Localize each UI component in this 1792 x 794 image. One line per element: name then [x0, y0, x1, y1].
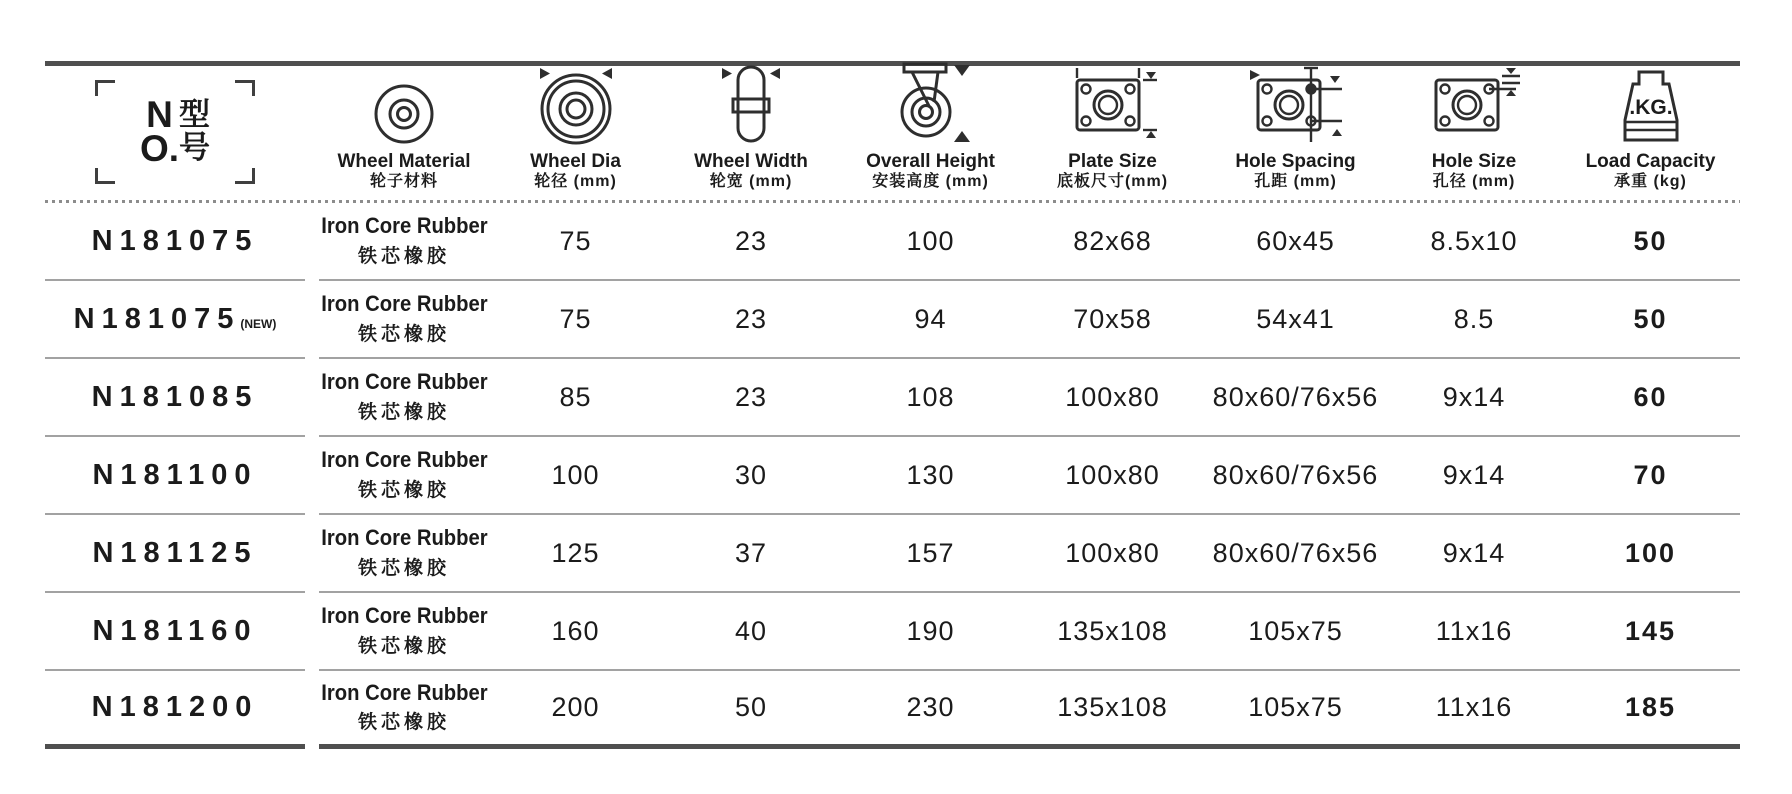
header-overall-height: Overall Height 安装高度 (mm) — [840, 66, 1021, 198]
load-capacity-cell: 50 — [1633, 225, 1668, 256]
load-capacity-cell: 50 — [1633, 303, 1668, 334]
plate-size-cell: 135x108 — [1057, 615, 1168, 646]
wheel-material-icon — [372, 82, 436, 146]
load-capacity-cell: 70 — [1633, 459, 1668, 490]
hole-spacing-cell: 80x60/76x56 — [1212, 537, 1379, 568]
header-wheel-dia: Wheel Dia 轮径 (mm) — [489, 66, 662, 198]
wheel-width-cell: 23 — [734, 225, 768, 256]
material-cell: Iron Core Rubber 铁芯橡胶 — [320, 213, 488, 267]
model-header-latin-bottom: O. — [139, 128, 180, 169]
wheel-dia-cell: 100 — [551, 459, 600, 490]
plate-size-cell: 70x58 — [1073, 303, 1152, 334]
model-number-frame — [95, 80, 255, 184]
material-cell: Iron Core Rubber 铁芯橡胶 — [320, 525, 488, 579]
kg-icon-label: .KG. — [1628, 95, 1673, 119]
model-cell: N181085 — [45, 359, 305, 437]
model-header-zh-top: 型 — [179, 97, 211, 133]
overall-height-cell: 190 — [906, 615, 955, 646]
model-cell: N181125 — [45, 515, 305, 593]
material-cell: Iron Core Rubber 铁芯橡胶 — [320, 369, 488, 423]
load-capacity-icon — [1608, 66, 1694, 146]
table-row — [45, 281, 1740, 359]
wheel-dia-cell: 160 — [551, 615, 600, 646]
plate-size-cell: 135x108 — [1057, 692, 1168, 722]
wheel-diameter-icon — [528, 64, 624, 146]
overall-height-icon — [884, 58, 978, 146]
hole-spacing-cell: 60x45 — [1256, 225, 1335, 256]
model-cell: N181075 (NEW) — [45, 281, 305, 359]
header-hole-spacing: Hole Spacing 孔距 (mm) — [1204, 66, 1387, 198]
hole-spacing-cell: 105x75 — [1248, 692, 1343, 722]
hole-size-cell: 9x14 — [1442, 381, 1506, 412]
header-load-capacity: .KG. Load Capacity 承重 (kg) — [1561, 66, 1740, 198]
table-row — [45, 437, 1740, 515]
plate-size-cell: 100x80 — [1065, 381, 1160, 412]
hole-spacing-cell: 80x60/76x56 — [1212, 381, 1379, 412]
table-header-row — [45, 66, 1740, 198]
table-row — [45, 203, 1740, 281]
model-cell: N181160 — [45, 593, 305, 671]
load-capacity-cell: 185 — [1624, 692, 1677, 722]
hole-spacing-cell: 80x60/76x56 — [1212, 459, 1379, 490]
material-cell: Iron Core Rubber 铁芯橡胶 — [320, 603, 488, 657]
model-cell: N181200 — [45, 671, 305, 749]
wheel-width-cell: 37 — [734, 537, 768, 568]
plate-size-cell: 82x68 — [1073, 225, 1152, 256]
wheel-dia-cell: 125 — [551, 537, 600, 568]
plate-size-cell: 100x80 — [1065, 459, 1160, 490]
overall-height-cell: 130 — [906, 459, 955, 490]
overall-height-cell: 94 — [914, 303, 947, 334]
model-header-latin-top: N — [146, 93, 173, 135]
material-cell: Iron Core Rubber 铁芯橡胶 — [320, 447, 488, 501]
caster-spec-table — [45, 61, 1740, 749]
hole-size-cell: 9x14 — [1442, 537, 1506, 568]
table-row — [45, 593, 1740, 671]
wheel-width-cell: 40 — [734, 615, 768, 646]
load-capacity-cell: 60 — [1633, 381, 1668, 412]
table-row — [45, 671, 1740, 749]
hole-size-cell: 8.5 — [1453, 303, 1495, 334]
wheel-dia-cell: 200 — [551, 692, 600, 722]
load-capacity-cell: 145 — [1624, 615, 1677, 646]
plate-size-cell: 100x80 — [1065, 537, 1160, 568]
overall-height-cell: 230 — [906, 692, 955, 722]
hole-spacing-cell: 54x41 — [1256, 303, 1335, 334]
model-cell: N181100 — [45, 437, 305, 515]
hole-size-cell: 11x16 — [1435, 692, 1513, 722]
wheel-width-cell: 30 — [734, 459, 768, 490]
wheel-dia-cell: 75 — [559, 303, 592, 334]
model-header-zh-bottom: 号 — [179, 130, 211, 165]
plate-size-icon — [1063, 66, 1163, 146]
table-row — [45, 515, 1740, 593]
overall-height-cell: 100 — [906, 225, 955, 256]
header-wheel-width: Wheel Width 轮宽 (mm) — [662, 66, 840, 198]
wheel-width-cell: 23 — [734, 303, 768, 334]
hole-size-cell: 8.5x10 — [1430, 225, 1518, 256]
load-capacity-cell: 100 — [1624, 537, 1677, 568]
overall-height-cell: 157 — [906, 537, 955, 568]
wheel-width-cell: 50 — [734, 692, 768, 722]
hole-size-icon — [1424, 66, 1524, 146]
wheel-dia-cell: 75 — [559, 225, 592, 256]
material-cell: Iron Core Rubber 铁芯橡胶 — [320, 291, 488, 345]
hole-spacing-icon — [1244, 66, 1348, 146]
wheel-width-cell: 23 — [734, 381, 768, 412]
header-hole-size: Hole Size 孔径 (mm) — [1387, 66, 1561, 198]
model-cell: N181075 — [45, 203, 305, 281]
header-wheel-material: Wheel Material 轮子材料 — [319, 66, 489, 198]
header-plate-size: Plate Size 底板尺寸(mm) — [1021, 66, 1204, 198]
hole-spacing-cell: 105x75 — [1248, 615, 1343, 646]
wheel-dia-cell: 85 — [559, 381, 592, 412]
hole-size-cell: 9x14 — [1442, 459, 1506, 490]
hole-size-cell: 11x16 — [1435, 615, 1513, 646]
overall-height-cell: 108 — [906, 381, 955, 412]
material-cell: Iron Core Rubber 铁芯橡胶 — [320, 679, 488, 734]
new-badge: (NEW) — [240, 316, 277, 331]
wheel-width-icon — [705, 62, 797, 146]
table-row — [45, 359, 1740, 437]
